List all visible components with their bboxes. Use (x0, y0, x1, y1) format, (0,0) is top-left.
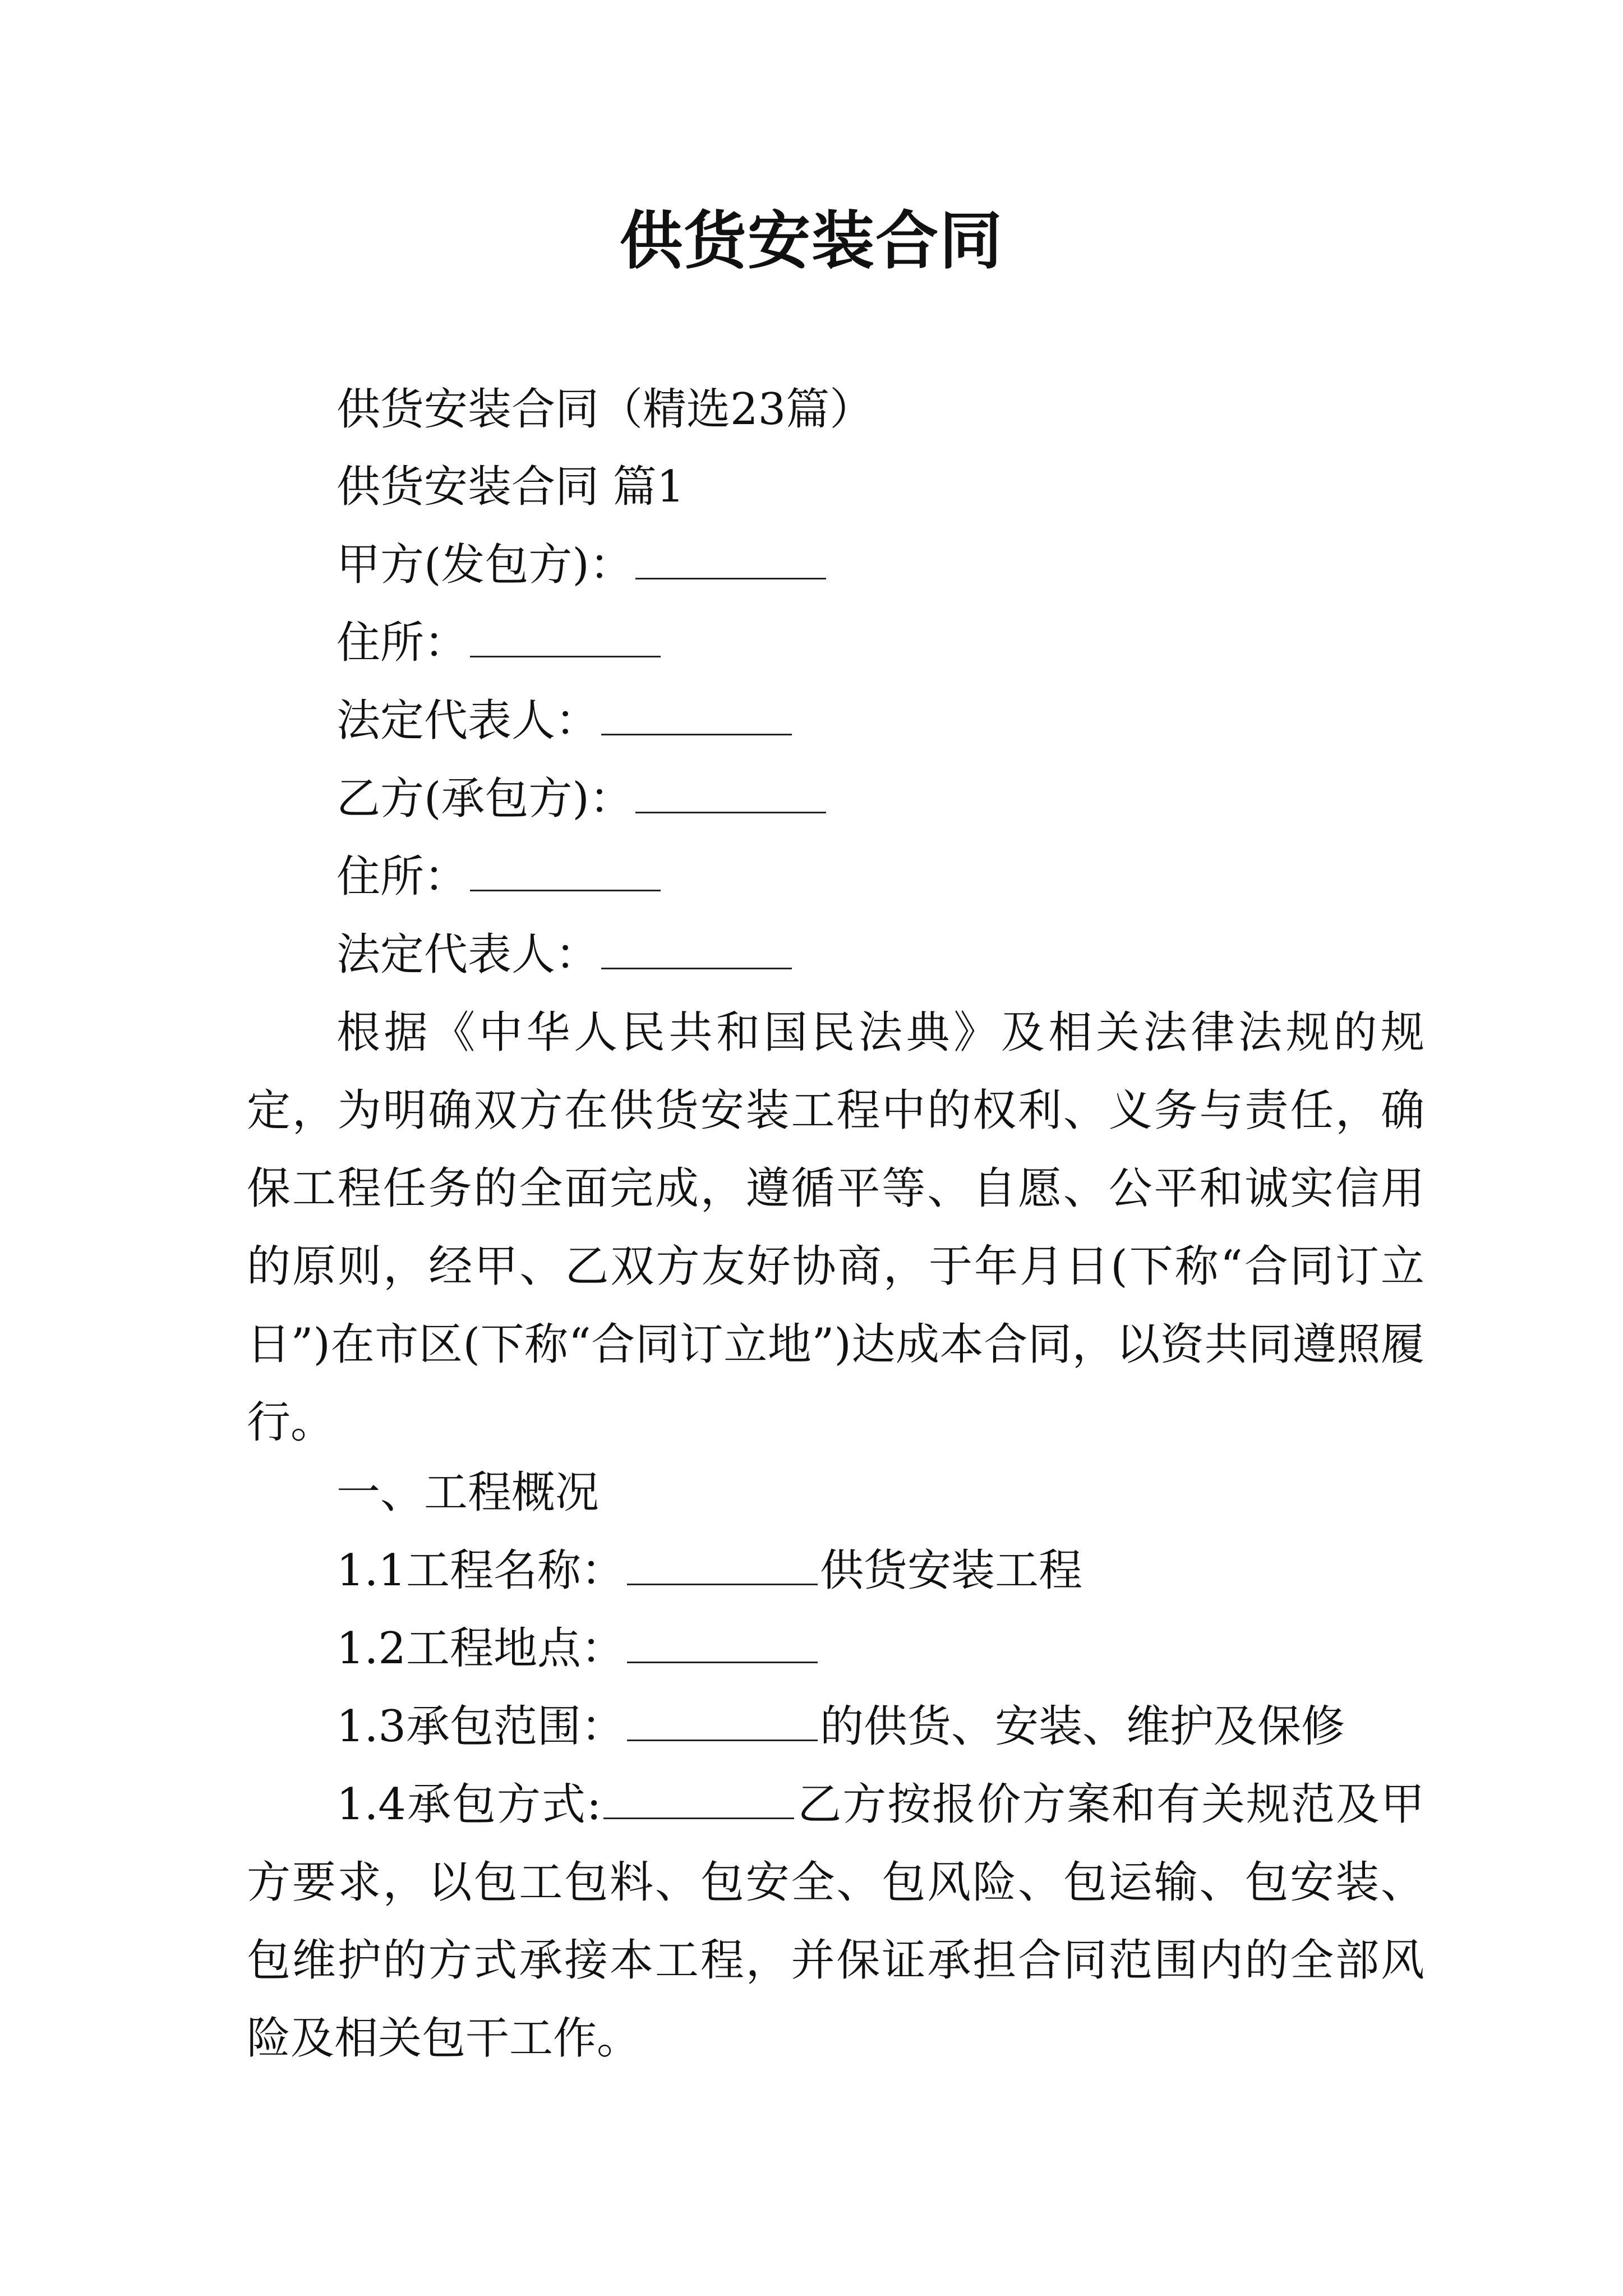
item-1-1-suffix: 供货安装工程 (820, 1545, 1083, 1596)
chapter-1-heading: 一、工程概况 (336, 1467, 600, 1518)
party-a-rep-label: 法定代表人： (336, 696, 600, 746)
document-subtitle: 供货安装合同（精选23篇） (336, 384, 874, 435)
party-a-rep-line (336, 693, 794, 749)
party-b-label: 乙方(承包方)： (336, 774, 633, 824)
item-1-2 (336, 1621, 820, 1677)
party-b-rep-line (336, 927, 794, 983)
party-a-line (336, 537, 828, 593)
party-a-address-line (336, 615, 663, 671)
preamble-paragraph: 根据《中华人民共和国民法典》及相关法律法规的规定，为明确双方在供货安装工程中的权利、义务与责任，确保工程任务的全面完成，遵循平等、自愿、公平和诚实信用的原则，经甲、乙双方友好协商，于年月日(下称“合同订立日”)在市区(下称“合同订立地”)达成本合同，以资共同遵照履行。 (247, 1007, 1424, 1448)
item-1-1 (336, 1543, 1082, 1599)
item-1-3-label: 1.3承包范围： (336, 1701, 625, 1752)
item-1-2-blank (627, 1628, 818, 1663)
item-1-1-blank (627, 1550, 818, 1585)
item-1-1-label: 1.1工程名称： (336, 1545, 625, 1596)
party-b-address-blank (470, 856, 661, 891)
item-1-4-text: 乙方按报价方案和有关规范及甲方要求，以包工包料、包安全、包风险、包运输、包安装、包维护的方式承接本工程，并保证承担合同范围内的全部风险及相关包干工作。 (247, 1779, 1424, 2064)
party-b-address-label: 住所： (336, 852, 468, 902)
party-a-address-blank (470, 622, 661, 657)
party-a-blank (635, 544, 826, 579)
party-a-label: 甲方(发包方)： (336, 540, 633, 590)
party-b-blank (635, 778, 826, 813)
party-a-rep-blank (601, 700, 792, 735)
party-b-address-line (336, 849, 663, 905)
item-1-3-blank (627, 1706, 818, 1741)
item-1-2-label: 1.2工程地点： (336, 1623, 625, 1674)
party-b-line (336, 771, 828, 827)
document-title: 供货安装合同 (620, 204, 1003, 278)
item-1-4-blank (603, 1784, 794, 1819)
party-a-address-label: 住所： (336, 618, 468, 668)
item-1-4-label: 1.4承包方式: (336, 1779, 602, 1830)
party-b-rep-blank (601, 934, 792, 969)
section-heading: 供货安装合同 篇1 (336, 462, 685, 512)
item-1-3 (336, 1699, 1345, 1755)
item-1-3-suffix: 的供货、安装、维护及保修 (820, 1701, 1345, 1752)
party-b-rep-label: 法定代表人： (336, 930, 600, 980)
item-1-4 (247, 1766, 1424, 2078)
